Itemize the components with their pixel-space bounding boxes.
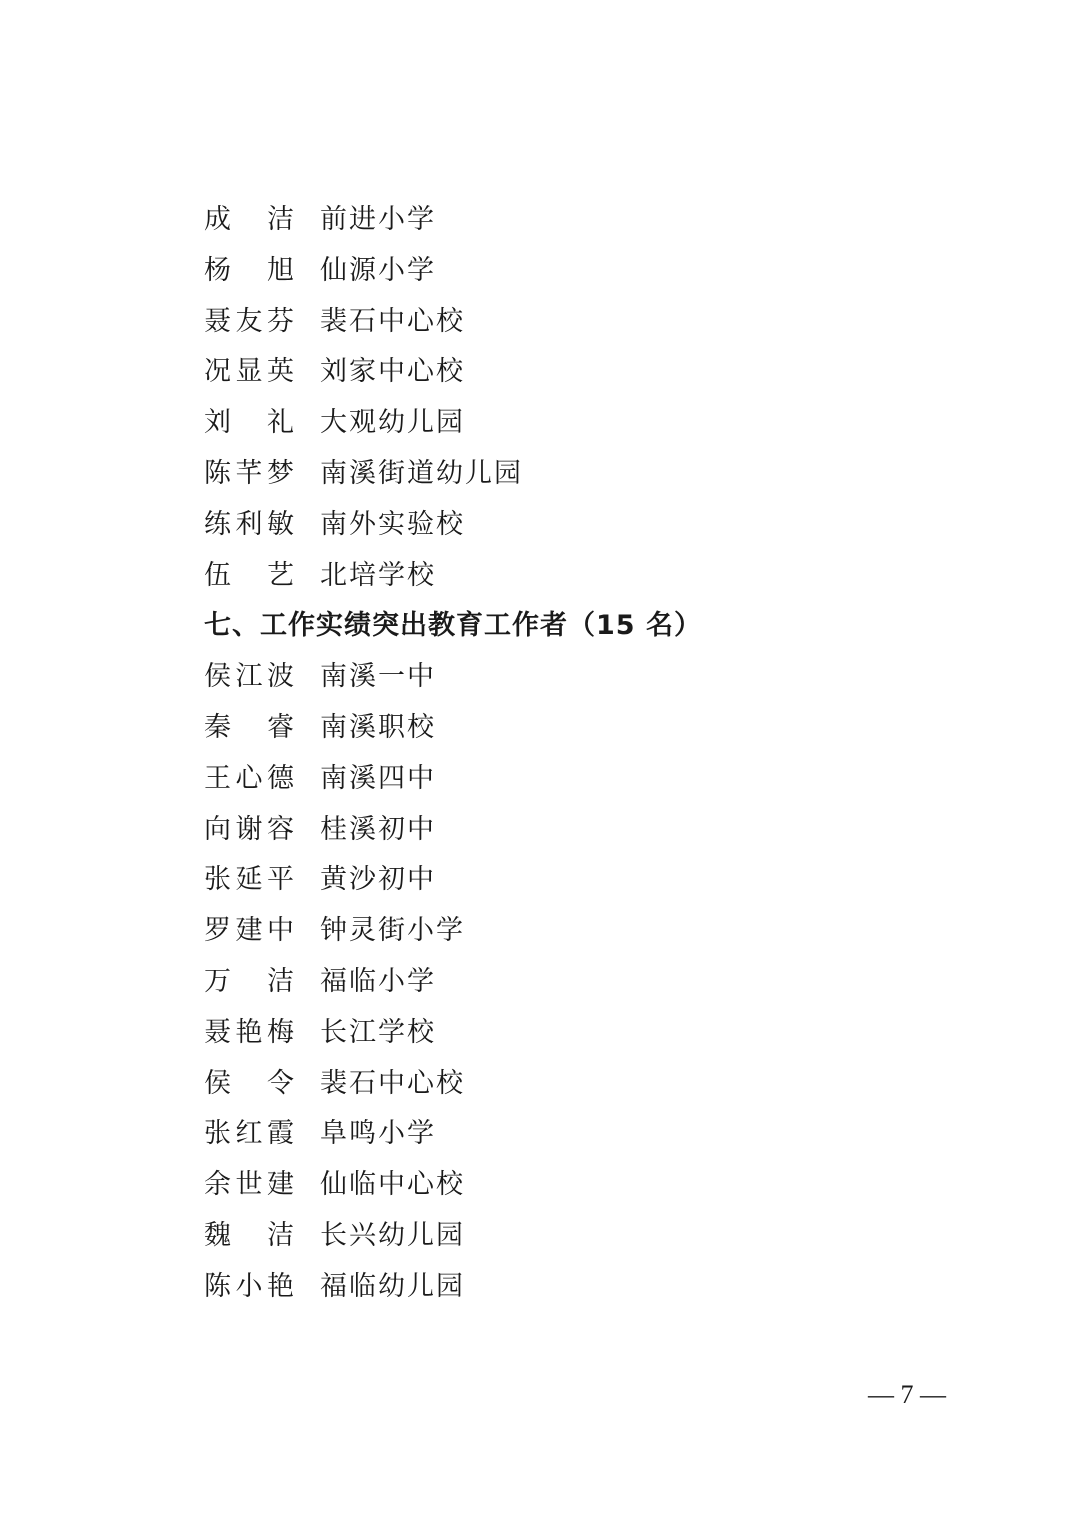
- person-name: 练 利 敏: [204, 508, 294, 540]
- person-name: 伍 艺: [204, 559, 294, 591]
- award-list: [204, 195, 964, 1313]
- person-name: 聂 艳 梅: [204, 1016, 294, 1048]
- list-item: [204, 1059, 964, 1110]
- person-name: 魏 洁: [204, 1219, 294, 1251]
- list-item: [204, 297, 964, 348]
- section-a-list: [204, 195, 964, 601]
- person-name: 张 红 霞: [204, 1118, 294, 1150]
- school-name: 裴石中心校: [320, 1067, 465, 1099]
- person-name: 侯 江 波: [204, 661, 294, 693]
- person-name: 余 世 建: [204, 1169, 294, 1201]
- person-name: 陈 芊 梦: [204, 457, 294, 489]
- list-item: [204, 1109, 964, 1160]
- list-item: [204, 347, 964, 398]
- person-name: 成 洁: [204, 204, 294, 235]
- school-name: 福临小学: [320, 965, 436, 997]
- person-name: 杨 旭: [204, 254, 294, 286]
- school-name: 仙临中心校: [320, 1169, 465, 1201]
- list-item: [204, 551, 964, 602]
- person-name: 陈 小 艳: [204, 1270, 294, 1302]
- person-name: 向 谢 容: [204, 813, 294, 845]
- school-name: 南溪职校: [320, 711, 436, 743]
- school-name: 仙源小学: [320, 254, 436, 286]
- list-item: [204, 957, 964, 1008]
- list-item: [204, 449, 964, 500]
- list-item: [204, 906, 964, 957]
- school-name: 大观幼儿园: [320, 407, 465, 439]
- page-number: — 7 —: [868, 1380, 946, 1409]
- person-name: 聂 友 芬: [204, 305, 294, 337]
- school-name: 桂溪初中: [320, 813, 436, 845]
- list-item: [204, 246, 964, 297]
- person-name: 侯 令: [204, 1067, 294, 1099]
- section-heading: 七、工作实绩突出教育工作者（15 名）: [204, 610, 702, 642]
- list-item: [204, 500, 964, 551]
- list-item: [204, 1160, 964, 1211]
- school-name: 南溪一中: [320, 661, 436, 693]
- school-name: 南溪街道幼儿园: [320, 457, 523, 489]
- list-item: [204, 652, 964, 703]
- list-item: [204, 805, 964, 856]
- list-item: [204, 754, 964, 805]
- list-item: [204, 195, 964, 246]
- list-item: [204, 703, 964, 754]
- school-name: 南溪四中: [320, 762, 436, 794]
- school-name: 长兴幼儿园: [320, 1219, 465, 1251]
- school-name: 阜鸣小学: [320, 1118, 436, 1150]
- school-name: 福临幼儿园: [320, 1270, 465, 1302]
- section-b-list: [204, 652, 964, 1312]
- list-item: [204, 1262, 964, 1313]
- school-name: 钟灵街小学: [320, 915, 465, 947]
- school-name: 南外实验校: [320, 508, 465, 540]
- school-name: 长江学校: [320, 1016, 436, 1048]
- person-name: 秦 睿: [204, 711, 294, 743]
- list-item: [204, 398, 964, 449]
- list-item: [204, 1211, 964, 1262]
- person-name: 张 延 平: [204, 864, 294, 896]
- list-item: [204, 1008, 964, 1059]
- person-name: 刘 礼: [204, 407, 294, 439]
- person-name: 罗 建 中: [204, 915, 294, 947]
- person-name: 万 洁: [204, 965, 294, 997]
- school-name: 裴石中心校: [320, 305, 465, 337]
- person-name: 王 心 德: [204, 762, 294, 794]
- school-name: 前进小学: [320, 204, 436, 235]
- school-name: 黄沙初中: [320, 864, 436, 896]
- person-name: 况 显 英: [204, 356, 294, 388]
- school-name: 北培学校: [320, 559, 436, 591]
- list-item: [204, 855, 964, 906]
- school-name: 刘家中心校: [320, 356, 465, 388]
